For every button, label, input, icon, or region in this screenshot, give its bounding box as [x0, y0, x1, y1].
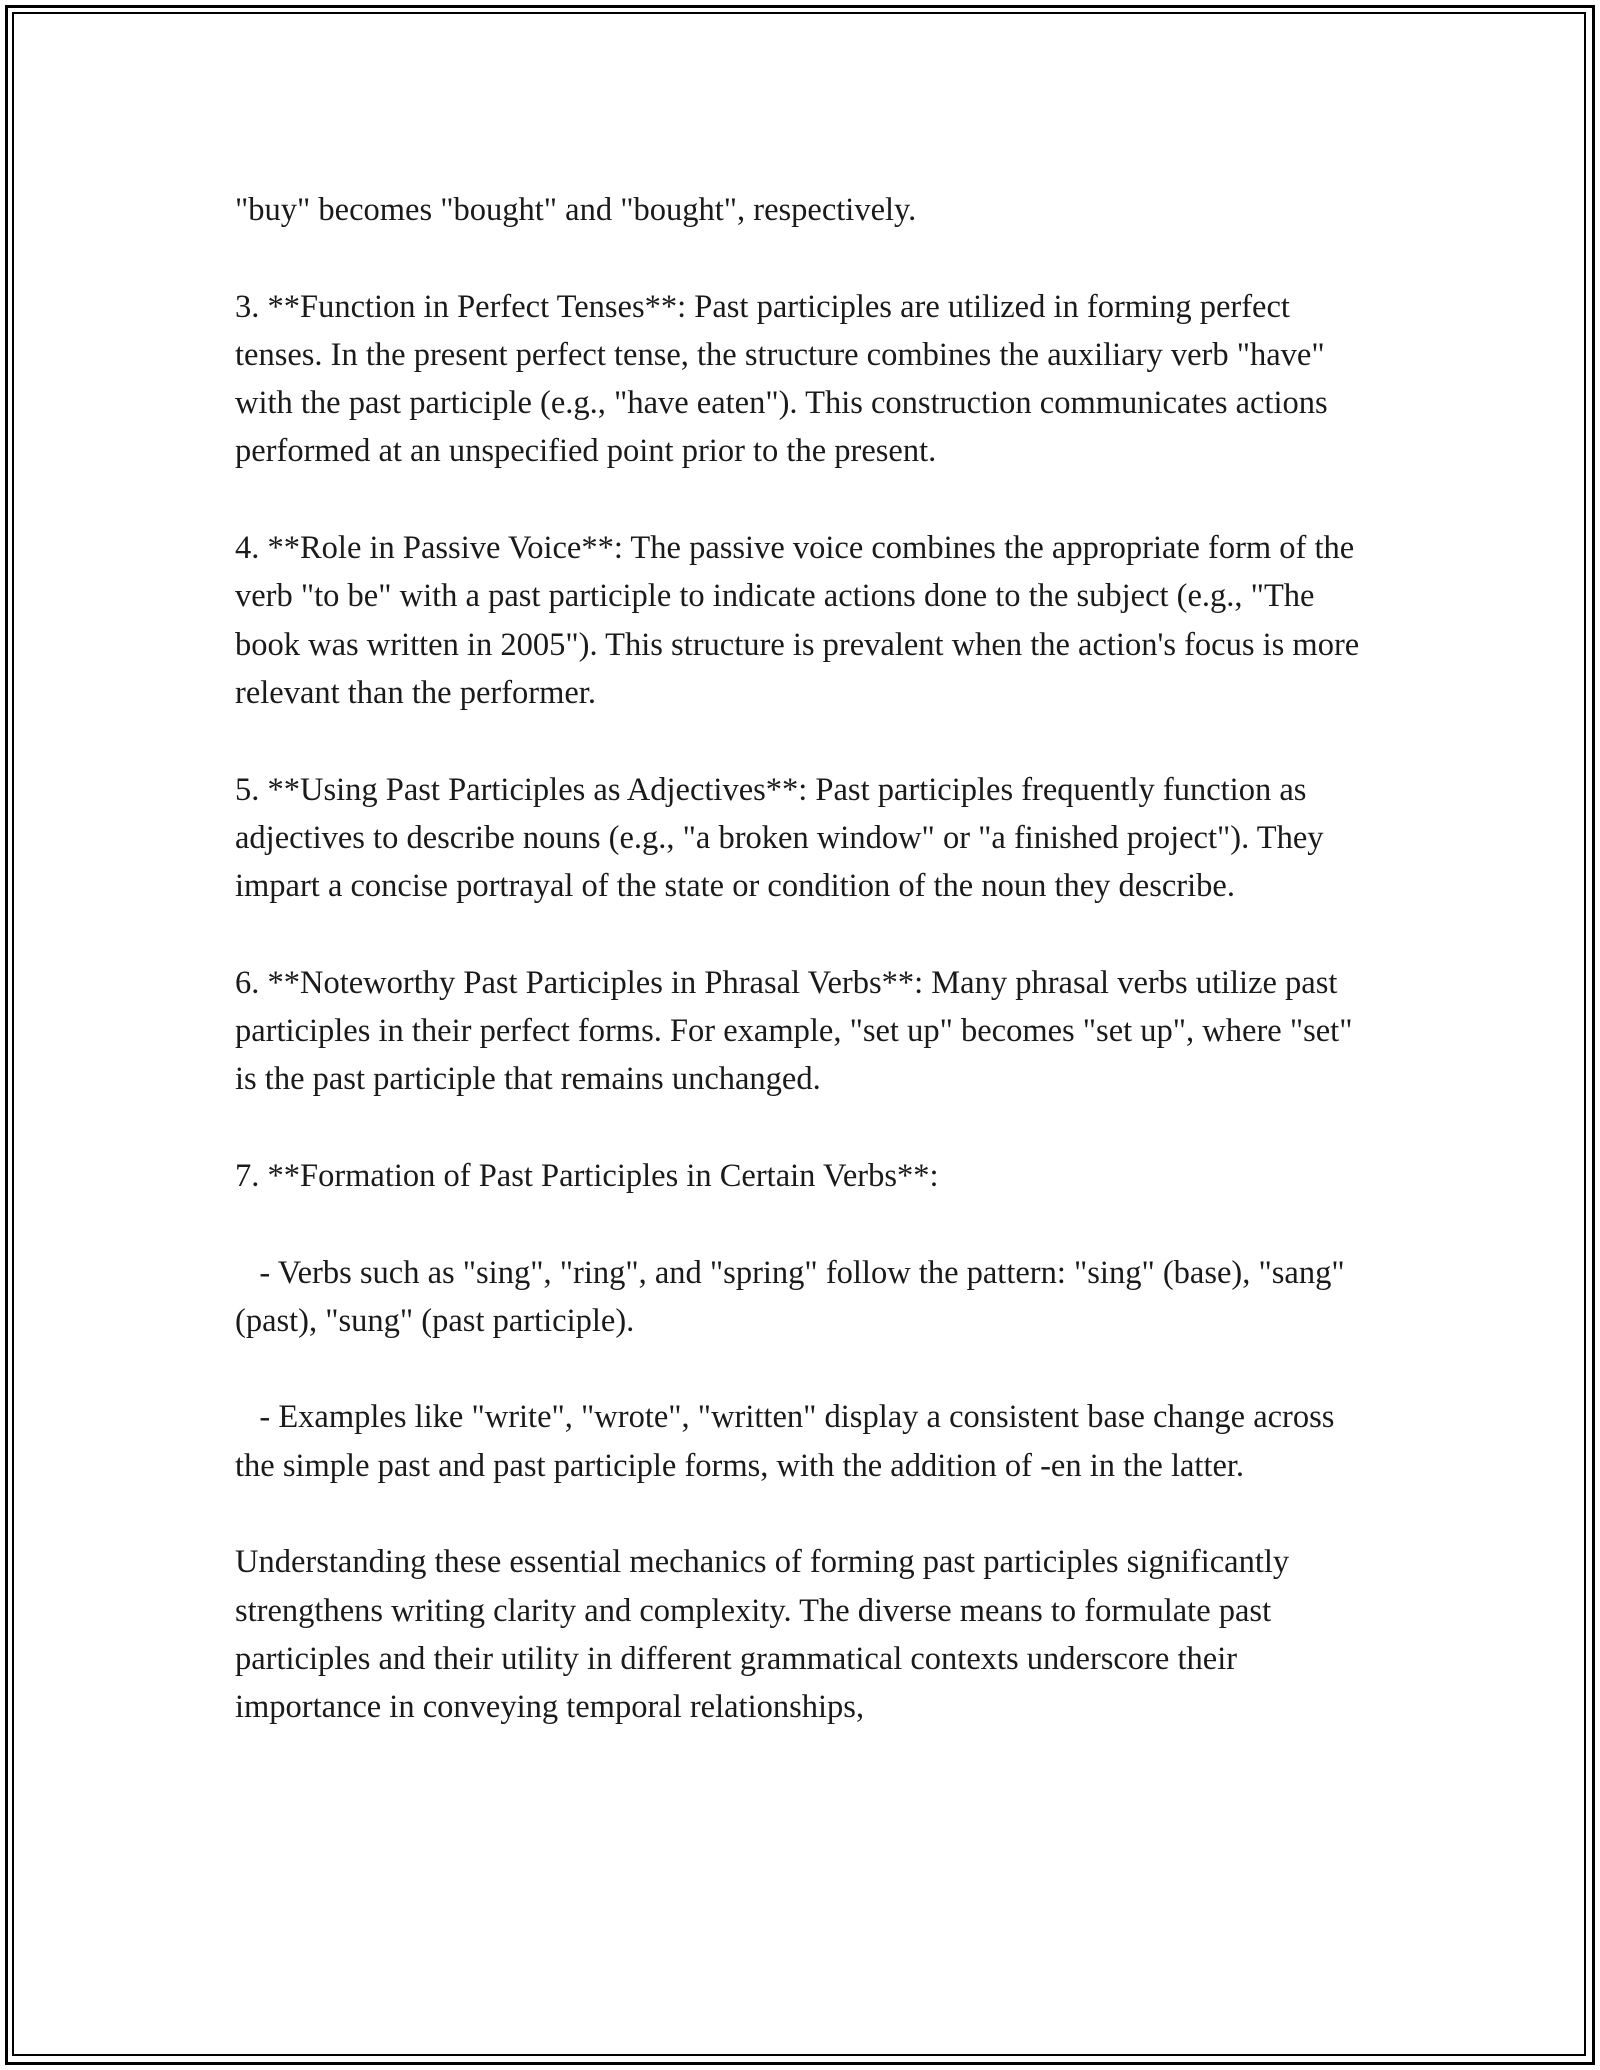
paragraph-buy-continuation: "buy" becomes "bought" and "bought", respectively. — [235, 192, 917, 228]
paragraph-formation-heading: 7. **Formation of Past Participles in Certain Verbs**: — [235, 1157, 939, 1194]
paragraph-conclusion: Understanding these essential mechanics of forming past participles significantly strengthens writing clarity and complexity. The diverse means to formulate past participles and their utility in different grammatical contexts underscore their importance in conveying temporal relationships, — [235, 1544, 1298, 1726]
list-item-sing-pattern: - Verbs such as "sing", "ring", and "spring" follow the pattern: "sing" (base), "sang" (past), "sung" (past participle). — [235, 1254, 1353, 1339]
list-item-write-pattern: - Examples like "write", "wrote", "written" display a consistent base change across the simple past and past participle forms, with the addition of -en in the latter. — [235, 1399, 1343, 1484]
document-body — [235, 186, 1368, 1732]
paragraph-perfect-tenses: 3. **Function in Perfect Tenses**: Past participles are utilized in forming perfect tenses. In the present perfect tense, the structure combines the auxiliary verb "have" with the past participle (e.g., "have eaten"). This construction communicates actions performed at an unspecified point prior to the present. — [235, 288, 1336, 470]
paragraph-adjectives: 5. **Using Past Participles as Adjectives**: Past participles frequently function as adjectives to describe nouns (e.g., "a broken window" or "a finished project"). They impart a concise portrayal of the state or condition of the noun they describe. — [235, 771, 1332, 905]
paragraph-passive-voice: 4. **Role in Passive Voice**: The passive voice combines the appropriate form of the verb "to be" with a past participle to indicate actions done to the subject (e.g., "The book was written in 2005"). This structure is prevalent when the action's focus is more relevant than the performer. — [235, 530, 1368, 711]
paragraph-phrasal-verbs: 6. **Noteworthy Past Participles in Phrasal Verbs**: Many phrasal verbs utilize past participles in their perfect forms. For example, "set up" becomes "set up", where "set" is the past participle that remains unchanged. — [235, 964, 1361, 1098]
